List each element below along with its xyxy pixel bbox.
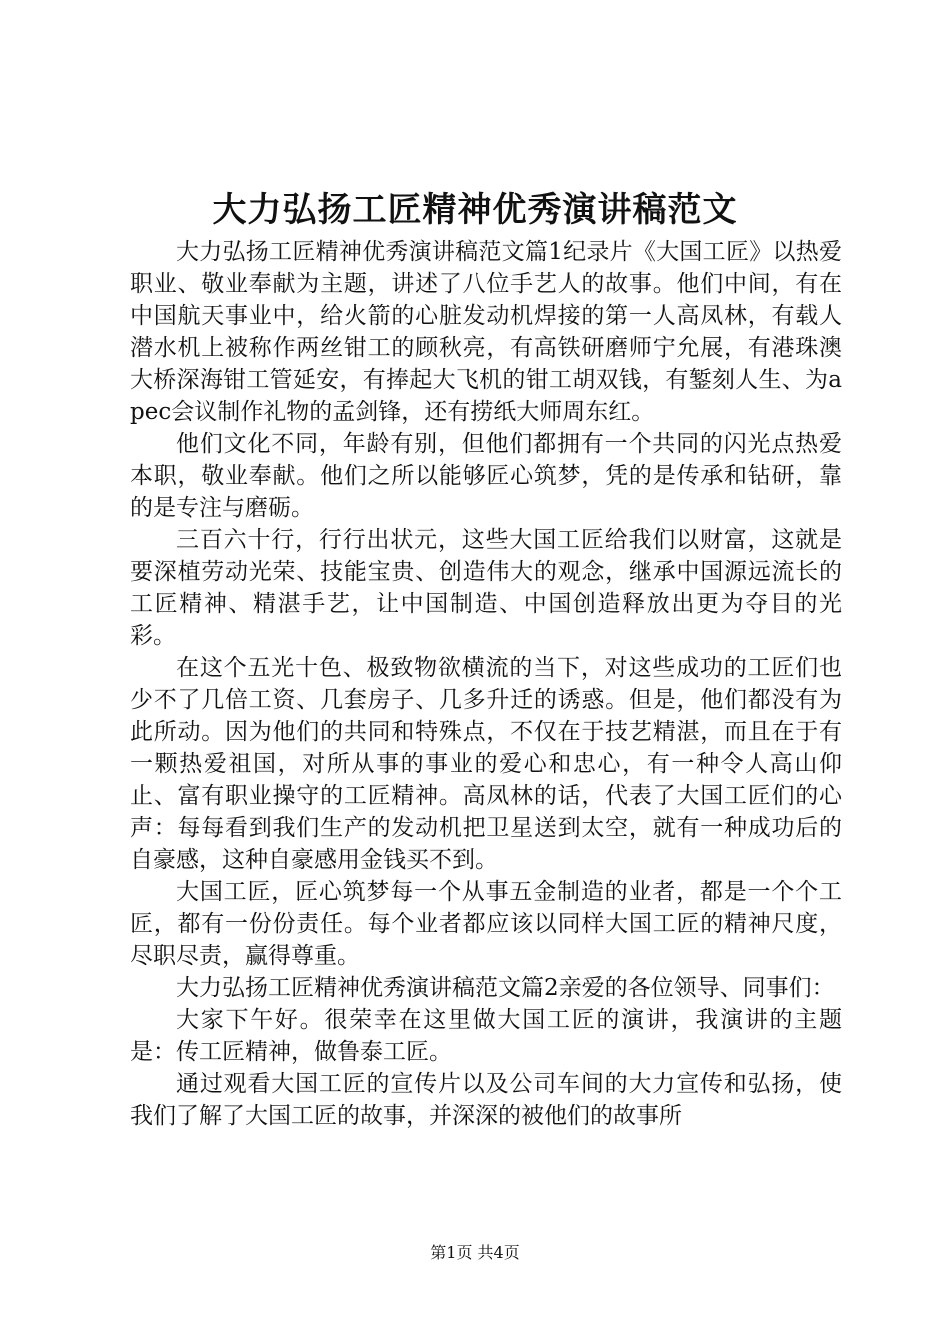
paragraph-4: 在这个五光十色、极致物欲横流的当下，对这些成功的工匠们也少不了几倍工资、几套房子、几多升迁的诱惑。但是，他们都没有为此所动。因为他们的共同和特殊点，不仅在于技艺精湛，而且在于有一颗热爱祖国，对所从事的事业的爱心和忠心，有一种令人高山仰止、富有职业操守的工匠精神。高凤林的话，代表了大国工匠们的心声：每每看到我们生产的发动机把卫星送到太空，就有一种成功后的自豪感，这种自豪感用金钱买不到。 — [130, 655, 842, 873]
page-footer: 第1页 共4页 — [430, 1243, 520, 1262]
paragraph-5: 大国工匠，匠心筑梦每一个从事五金制造的业者，都是一个个工匠，都有一份份责任。每个业者都应该以同样大国工匠的精神尺度，尽职尽责，赢得尊重。 — [130, 879, 842, 969]
paragraph-2: 他们文化不同，年龄有别，但他们都拥有一个共同的闪光点热爱本职，敬业奉献。他们之所以能够匠心筑梦，凭的是传承和钻研，靠的是专注与磨砺。 — [130, 431, 842, 521]
paragraph-8: 通过观看大国工匠的宣传片以及公司车间的大力宣传和弘扬，使我们了解了大国工匠的故事，并深深的被他们的故事所 — [130, 1071, 842, 1129]
document-title: 大力弘扬工匠精神优秀演讲稿范文 — [212, 190, 738, 230]
paragraph-7: 大家下午好。很荣幸在这里做大国工匠的演讲，我演讲的主题是：传工匠精神，做鲁泰工匠。 — [130, 1007, 842, 1065]
paragraph-1: 大力弘扬工匠精神优秀演讲稿范文篇1纪录片《大国工匠》以热爱职业、敬业奉献为主题，讲述了八位手艺人的故事。他们中间，有在中国航天事业中，给火箭的心脏发动机焊接的第一人高凤林，有载人潜水机上被称作两丝钳工的顾秋亮，有高铁研磨师宁允展，有港珠澳大桥深海钳工管延安，有捧起大飞机的钳工胡双钱，有錾刻人生、为apec会议制作礼物的孟剑锋，还有捞纸大师周东红。 — [130, 239, 842, 425]
paragraph-6: 大力弘扬工匠精神优秀演讲稿范文篇2亲爱的各位领导、同事们： — [176, 975, 835, 1001]
document-body — [130, 236, 842, 1132]
paragraph-3: 三百六十行，行行出状元，这些大国工匠给我们以财富，这就是要深植劳动光荣、技能宝贵、创造伟大的观念，继承中国源远流长的工匠精神、精湛手艺，让中国制造、中国创造释放出更为夺目的光彩。 — [130, 527, 842, 649]
